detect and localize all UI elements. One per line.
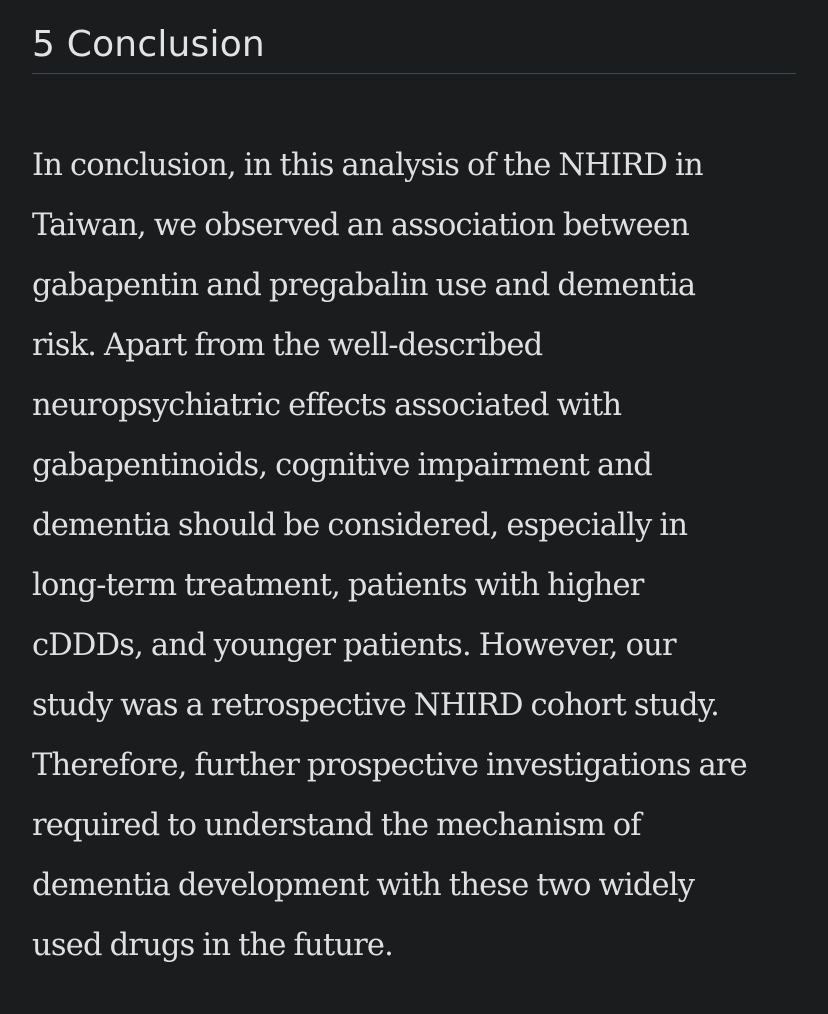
paragraph-line: cDDDs, and younger patients. However, our: [32, 628, 676, 663]
paragraph-line: Therefore, further prospective investigations are: [32, 748, 747, 783]
paragraph-line: study was a retrospective NHIRD cohort study.: [32, 688, 720, 723]
paragraph-line: dementia development with these two widely: [32, 868, 695, 903]
paragraph-line: gabapentin and pregabalin use and dementia: [32, 268, 696, 303]
paragraph-line: Taiwan, we observed an association between: [32, 208, 689, 243]
conclusion-paragraph: [32, 136, 822, 976]
paragraph-line: neuropsychiatric effects associated with: [32, 388, 622, 423]
paragraph-line: In conclusion, in this analysis of the NHIRD in: [32, 148, 703, 183]
paragraph-line: gabapentinoids, cognitive impairment and: [32, 448, 652, 483]
paragraph-line: long-term treatment, patients with higher: [32, 568, 644, 603]
paragraph-line: dementia should be considered, especially in: [32, 508, 688, 543]
paragraph-line: used drugs in the future.: [32, 928, 394, 963]
section-heading: [32, 22, 796, 74]
paragraph-line: risk. Apart from the well-described: [32, 328, 543, 363]
section-title: 5 Conclusion: [32, 24, 265, 65]
paragraph-line: required to understand the mechanism of: [32, 808, 641, 843]
